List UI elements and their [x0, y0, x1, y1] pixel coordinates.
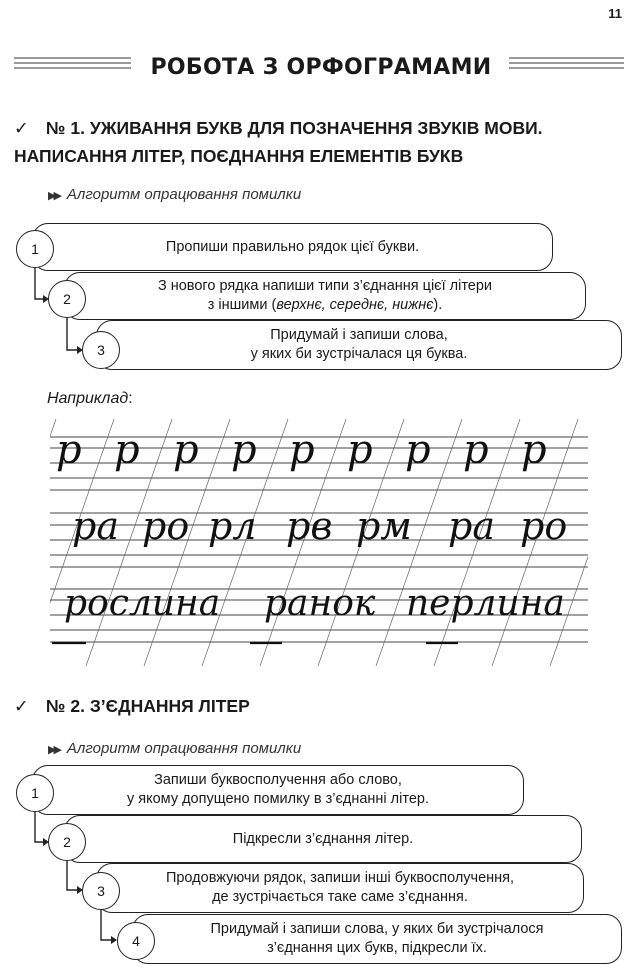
hw-letter: р	[289, 427, 315, 473]
step-text-line1: Придумай і запиши слова,	[270, 327, 448, 343]
exercise2-heading-text: № 2. З’ЄДНАННЯ ЛІТЕР	[46, 696, 250, 716]
hw-word: рослина	[64, 583, 221, 624]
step-text-line2: у якому допущено помилку в з’єднанні літер.	[126, 791, 429, 807]
exercise2-step1-box	[32, 765, 524, 815]
hw-letter: р	[347, 427, 373, 473]
step-text-line1: З нового рядка напиши типи з’єднання цієї літери	[157, 278, 493, 294]
section-title: РОБОТА З ОРФОГРАМАМИ	[133, 46, 509, 88]
step-text-line1: Продовжуючи рядок, запиши інші буквосполучення,	[165, 870, 515, 886]
double-arrow-icon: ▶▶	[48, 744, 59, 756]
hw-letter: р	[463, 427, 489, 473]
hw-letter: р	[173, 427, 199, 473]
hw-syllable: рв	[286, 504, 333, 548]
exercise2-step2-box	[64, 815, 582, 863]
hw-letter: р	[56, 427, 82, 473]
hw-letter: р	[521, 427, 547, 473]
check-icon: ✓	[14, 696, 29, 716]
algorithm-label-text: Алгоритм опрацювання помилки	[66, 740, 302, 757]
step-text-line2: з іншими (верхнє, середнє, нижнє).	[207, 297, 443, 313]
hw-syllable: рл	[208, 504, 257, 548]
algorithm-label-text: Алгоритм опрацювання помилки	[66, 186, 302, 203]
exercise2-step4-box	[132, 914, 622, 964]
double-arrow-icon: ▶▶	[48, 190, 59, 202]
step-text-line1: Запиши буквосполучення або слово,	[154, 772, 402, 788]
exercise1-step3-number: 3	[82, 331, 120, 369]
hw-letter: р	[114, 427, 140, 473]
exercise1-step2-number: 2	[48, 280, 86, 318]
step-text-line2: у яких би зустрічалася ця буква.	[250, 346, 468, 362]
hw-syllable: ро	[142, 504, 190, 548]
example-label: Наприклад:	[47, 390, 133, 407]
hw-syllable: ра	[72, 504, 119, 548]
exercise2-step2-number: 2	[48, 823, 86, 861]
hw-letter: р	[405, 427, 431, 473]
exercise1-heading-line2: НАПИСАННЯ ЛІТЕР, ПОЄДНАННЯ ЕЛЕМЕНТІВ БУКВ	[14, 146, 464, 166]
exercise2-step3-number: 3	[82, 872, 120, 910]
step-text: Пропиши правильно рядок цієї букви.	[165, 238, 420, 255]
page-number: 11	[608, 6, 622, 21]
step-text: Підкресли з’єднання літер.	[232, 830, 414, 847]
exercise1-heading-line1: № 1. УЖИВАННЯ БУКВ ДЛЯ ПОЗНАЧЕННЯ ЗВУКІВ МОВИ.	[46, 118, 543, 138]
exercise1-step1-number: 1	[16, 230, 54, 268]
step-text-line2: з’єднання цих букв, підкресли їх.	[267, 940, 487, 956]
step-text-line2: де зустрічається таке саме з’єднання.	[212, 889, 468, 905]
hw-word: ранок	[264, 583, 376, 624]
hw-syllable: ра	[448, 504, 495, 548]
exercise2-step4-number: 4	[117, 922, 155, 960]
check-icon: ✓	[14, 118, 29, 138]
hw-letter: р	[231, 427, 257, 473]
hw-syllable: рм	[356, 504, 412, 548]
step-text-line1: Придумай і запиши слова, у яких би зустрічалося	[210, 921, 544, 937]
hw-syllable: ро	[520, 504, 568, 548]
exercise2-step3-box	[96, 863, 584, 913]
exercise2-step1-number: 1	[16, 774, 54, 812]
hw-word: перлина	[406, 583, 565, 624]
